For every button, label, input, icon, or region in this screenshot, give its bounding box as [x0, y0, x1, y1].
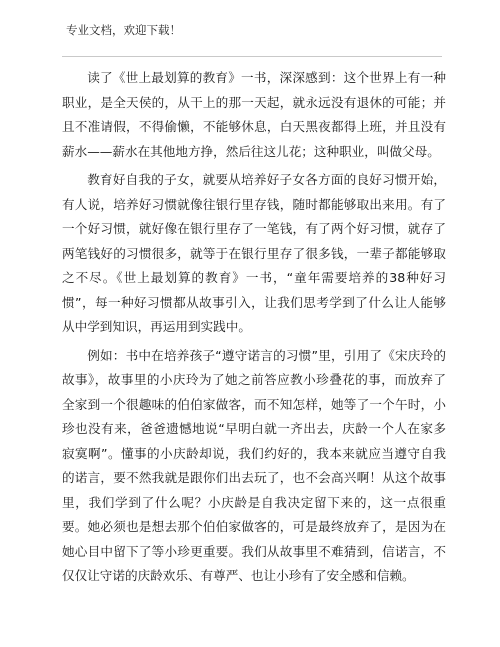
header-divider: [62, 56, 442, 57]
paragraph-3: 例如：书中在培养孩子“遵守诺言的习惯”里，引用了《宋庆玲的故事》，故事里的小庆玲为了她之前答应教小珍叠花的事，而放弃了全家到一个很趣味的伯伯家做客，而不知怎样，她等了一个午时，小珍也没有来，爸爸遗憾地说“早明白就一齐出去，庆龄一个人在家多寂寞啊”。懂事的小庆龄却说，我们约好的，我本来就应当遵守自我的诺言，要不然我就是跟你们出去玩了，也不会高兴啊！从这个故事里，我们学到了什么呢？小庆龄是自我决定留下来的，这一点很重要。她必须也是想去那个伯伯家做客的，可是最终放弃了，是因为在她心目中留下了等小珍更重要。我们从故事里不难猜到，信诺言，不仅仅让守诺的庆龄欢乐、有尊严、也让小珍有了安全感和信赖。: [62, 347, 446, 583]
paragraph-1: 读了《世上最划算的教育》一书，深深感到：这个世界上有一种职业，是全天侯的，从干上的那一天起，就永远没有退休的可能；并且不准请假，不得偷懒，不能够休息，白天黑夜都得上班，并且没有薪水——薪水在其他地方挣，然后往这儿花；这种职业，叫做父母。: [62, 70, 446, 159]
paragraph-2: 教育好自我的子女，就要从培养好子女各方面的良好习惯开始，有人说，培养好习惯就像往银行里存钱，随时都能够取出来用。有了一个好习惯，就好像在银行里存了一笔钱，有了两个好习惯，就存了两笔钱好的习惯很多，就等于在银行里存了很多钱，一辈子都能够取之不尽。《世上最划算的教育》一书，“童年需要培养的38种好习惯”，每一种好习惯都从故事引入，让我们思考学到了什么让人能够从中学到知识，再运用到实践中。: [62, 172, 446, 334]
page-header: 专业文档，欢迎下载！: [66, 23, 181, 37]
document-body: [62, 66, 446, 593]
